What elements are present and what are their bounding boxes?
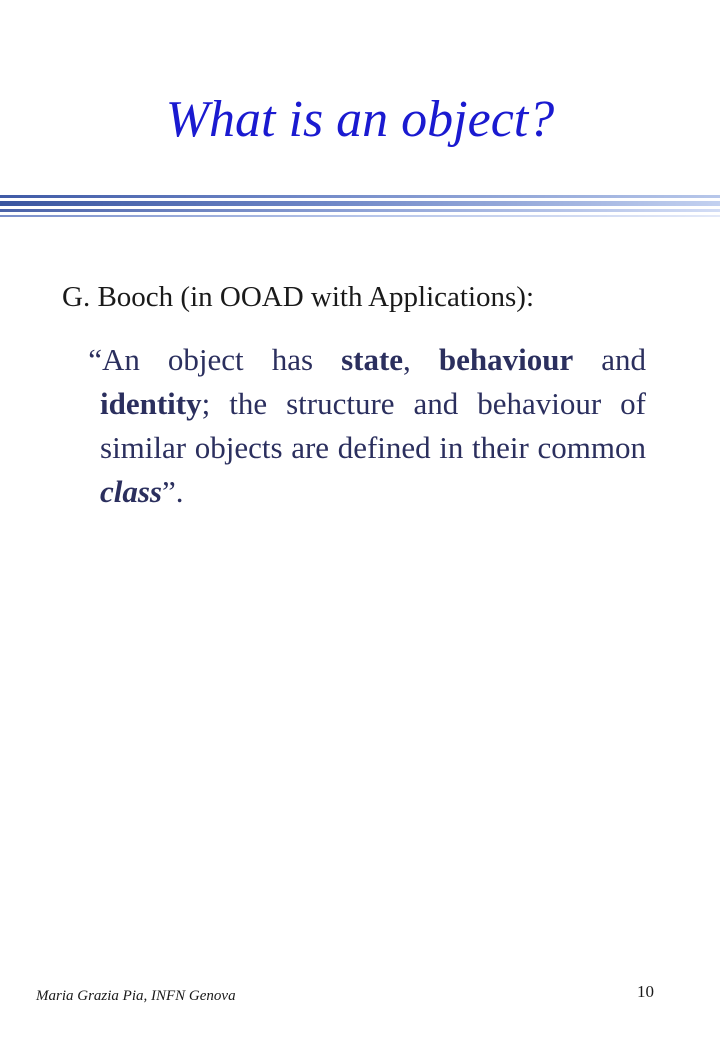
page-number: 10 [637, 982, 654, 1001]
quote-text-2: , [403, 342, 439, 377]
open-quote: “ [88, 342, 102, 377]
term-identity: identity [100, 386, 202, 421]
term-behaviour: behaviour [438, 342, 574, 377]
close-quote: ”. [162, 474, 184, 509]
quote-text-4: ; the structure and behaviour of similar objects are defined in their common [100, 386, 646, 465]
slide-title: What is an object? [165, 91, 555, 148]
quote-attribution: G. Booch (in OOAD with Applications): [62, 281, 535, 313]
quote-text-1: An object has [102, 342, 342, 377]
quote-text-3: and [573, 342, 646, 377]
title-divider [0, 195, 720, 221]
booch-quote [88, 338, 646, 514]
term-class: class [100, 474, 162, 509]
footer-author: Maria Grazia Pia, INFN Genova [36, 988, 236, 1004]
term-state: state [341, 342, 404, 377]
